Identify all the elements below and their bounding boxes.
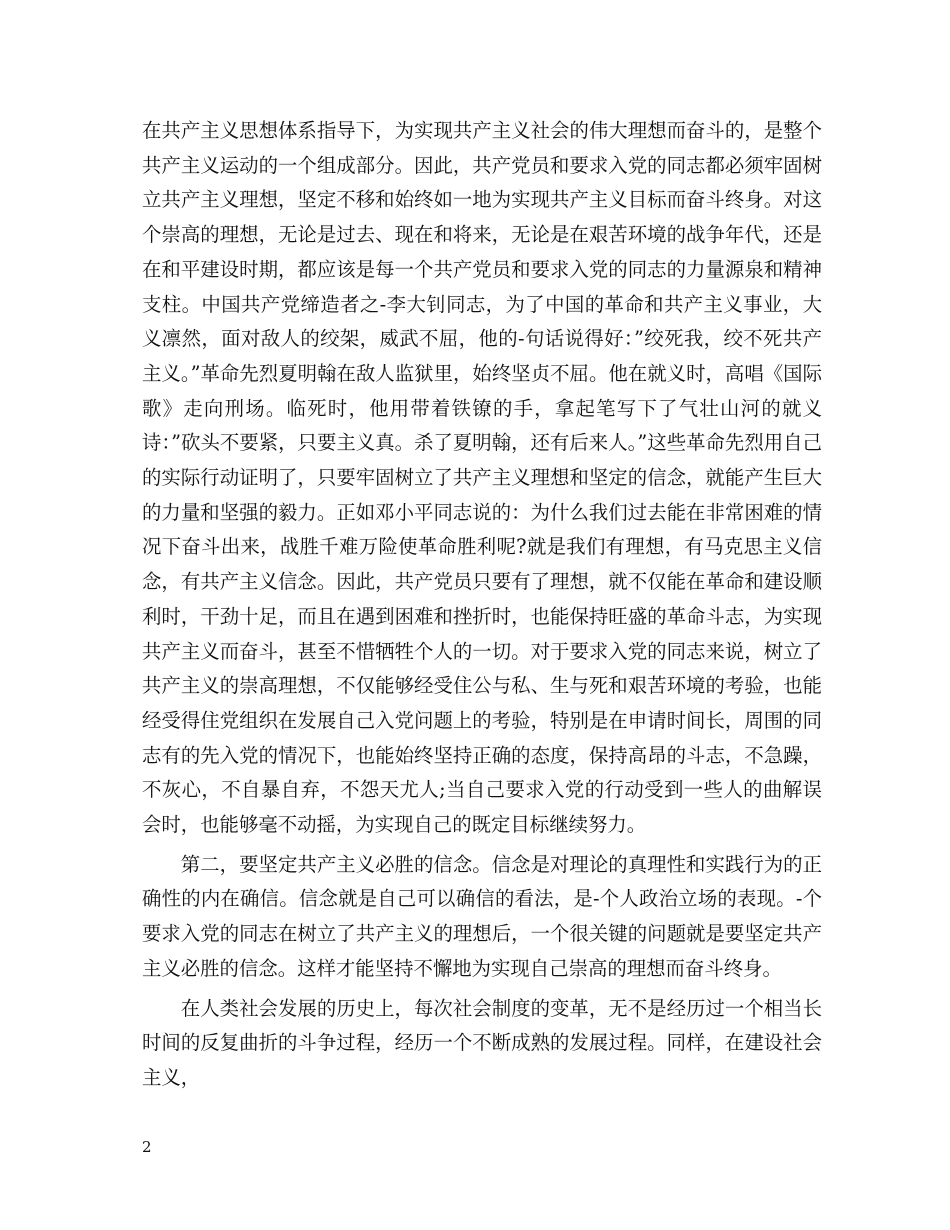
page-number: 2 xyxy=(142,1138,152,1156)
paragraph-3: 在人类社会发展的历史上，每次社会制度的变革，无不是经历过一个相当长时间的反复曲折的斗争过程，经历一个不断成熟的发展过程。同样，在建设社会主义， xyxy=(142,996,822,1089)
paragraph-1: 在共产主义思想体系指导下，为实现共产主义社会的伟大理想而奋斗的，是整个共产主义运动的一个组成部分。因此，共产党员和要求入党的同志都必须牢固树立共产主义理想，坚定不移和始终如一地为实现共产主义目标而奋斗终身。对这个崇高的理想，无论是过去、现在和将来，无论是在艰苦环境的战争年代，还是在和平建设时期，都应该是每一个共产党员和要求入党的同志的力量源泉和精神支柱。中国共产党缔造者之-李大钊同志，为了中国的革命和共产主义事业，大义凛然，面对敌人的绞架，威武不屈，他的-句话说得好：”绞死我，绞不死共产主义。”革命先烈夏明翰在敌人监狱里，始终坚贞不屈。他在就义时，高唱《国际歌》走向刑场。临死时，他用带着铁镣的手，拿起笔写下了气壮山河的就义诗：”砍头不要紧，只要主义真。杀了夏明翰，还有后来人。”这些革命先烈用自己的实际行动证明了，只要牢固树立了共产主义理想和坚定的信念，就能产生巨大的力量和坚强的毅力。正如邓小平同志说的：为什么我们过去能在非常困难的情况下奋斗出来，战胜千难万险使革命胜利呢?就是我们有理想，有马克思主义信念，有共产主义信念。因此，共产党员只要有了理想，就不仅能在革命和建设顺利时，干劲十足，而且在遇到困难和挫折时，也能保持旺盛的革命斗志，为实现共产主义而奋斗，甚至不惜牺牲个人的一切。对于要求入党的同志来说，树立了共产主义的崇高理想，不仅能够经受住公与私、生与死和艰苦环境的考验，也能经受得住党组织在发展自己入党问题上的考验，特别是在申请时间长，周围的同志有的先入党的情况下，也能始终坚持正确的态度，保持高昂的斗志，不急躁，不灰心，不自暴自弃，不怨天尤人;当自己要求入党的行动受到一些人的曲解误会时，也能够毫不动摇，为实现自己的既定目标继续努力。 xyxy=(142,119,822,837)
paragraph-2: 第二，要坚定共产主义必胜的信念。信念是对理论的真理性和实践行为的正确性的内在确信。信念就是自己可以确信的看法，是-个人政治立场的表现。-个要求入党的同志在树立了共产主义的理想后，一个很关键的问题就是要坚定共产主义必胜的信念。这样才能坚持不懈地为实现自己崇高的理想而奋斗终身。 xyxy=(142,852,822,980)
document-body xyxy=(142,114,822,1096)
